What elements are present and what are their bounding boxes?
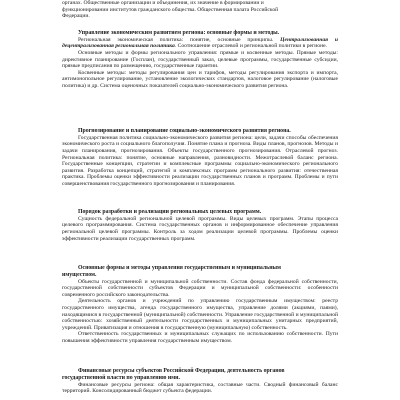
- emphasis-run: Централизованная и децентрализованная региональная политика: [62, 36, 338, 50]
- section-title: Прогнозирование и планирование социально-экономического развития региона.: [78, 128, 291, 134]
- section-paragraph: Ответственность государственных и муниципальных служащих по использованию собственности. Пути повышения эффективности управления государственным имуществом.: [62, 331, 338, 344]
- section-financial-resources: [62, 368, 338, 395]
- intro-paragraph: [62, 0, 338, 20]
- section-target-programs: [62, 209, 338, 242]
- section-title-line-2: государственной власти по управлению ими.: [62, 374, 180, 381]
- section-title: Порядок разработки и реализации региональных целевых программ.: [78, 209, 262, 215]
- section-paragraph: Основные методы и формы регионального управления: прямые и косвенные методы. Прямые методы: директивное планирование (Госплан), государственный заказ, целевые программы, государственные субсидии, прямые предписания по размещению, государственные гарантии.: [62, 49, 338, 70]
- section-paragraph: Косвенные методы: методы регулирования цен и тарифов, методы регулирования экспорта и импорта, антимонопольное регулирование, установление экологических стандартов, налоговое регулирование (налоговые политика) и др. Система оценочных показателей социально-экономического развития региона.: [62, 69, 338, 89]
- section-title: Управление экономическим развитием региона: основные формы и методы.: [78, 30, 280, 36]
- intro-line-1: органах. Общественные организации и объединения, их значение в формировании и: [62, 0, 264, 6]
- section-paragraph: Финансовые ресурсы региона: общая характеристика, составные части. Сводный финансовый баланс территорий. Консолидированный бюджет субъекта федерации.: [62, 381, 338, 395]
- section-title-line-1: Финансовые ресурсы субъектов Российской Федерации, деятельность органов: [78, 368, 285, 374]
- section-title-line-1: Основные формы и методы управления государственным и муниципальным: [78, 265, 282, 271]
- section-title-line-2: имуществом.: [62, 271, 97, 278]
- text-run: Региональная экономическая политика: понятие, основные принципы.: [78, 36, 274, 43]
- section-paragraph: Деятельность органов и учреждений по управлению государственным имуществом: реестр государственного имущества, агенда государственного имущества, управление долями (акциями, паями), находящимися в государственной (муниципальной) собственности. Управление государственной и муниципальной собственностью: хозяйственный деятельности государственных и муниципальных унитарных предприятий, учреждений. Приватизация и отношения в государственную (муниципальную) собственность.: [62, 298, 338, 331]
- intro-line-2: функционировании институтов гражданского общества. Общественная палата Российской: [62, 6, 279, 13]
- intro-line-3: Федерации.: [62, 13, 90, 20]
- section-property-management: [62, 265, 338, 345]
- section-paragraph: [62, 37, 338, 50]
- section-paragraph: Объекты государственной и муниципальной собственности. Состав фонда федеральной собственности, государственной собственности субъектов Федерации и муниципальной собственности: особенности современного российского законодательства.: [62, 278, 338, 298]
- section-paragraph: Государственная политика социально-экономического развития региона: цели, задачи способы обеспечения экономического роста и социального благополучия. Понятие плана и прогноза. Виды планов, прогнозов. Методы и задачи планирования, прогнозирования. Объекты государственного прогнозирования. Отраслевой прогноз. Региональная политика: понятие, основные направления, разновидности. Межотраслевой баланс региона. Государственные концепции, стратегии и комплексные программы социально-экономического регионального развития. Разработка концепций, стратегий и комплексных программ регионального развития: отечественная практика. Проблемы оценки эффективности реализации государственных планов и программ. Проблемы и пути совершенствования государственного прогнозирования и планирования.: [62, 134, 338, 187]
- section-paragraph: Сущность федеральной региональной целевой программы. Виды целевых программ. Этапы процесса целевого программирования. Система государственных органов и информированное обеспечение управления региональной целевой программы. Контроль за ходом реализации целевой программы. Проблемы оценки эффективности реализации государственных программ.: [62, 215, 338, 242]
- section-economic-development: [62, 30, 338, 90]
- text-run: . Соотношение отраслевой и региональной политики в регионе.: [174, 43, 327, 50]
- section-forecasting-planning: [62, 128, 338, 188]
